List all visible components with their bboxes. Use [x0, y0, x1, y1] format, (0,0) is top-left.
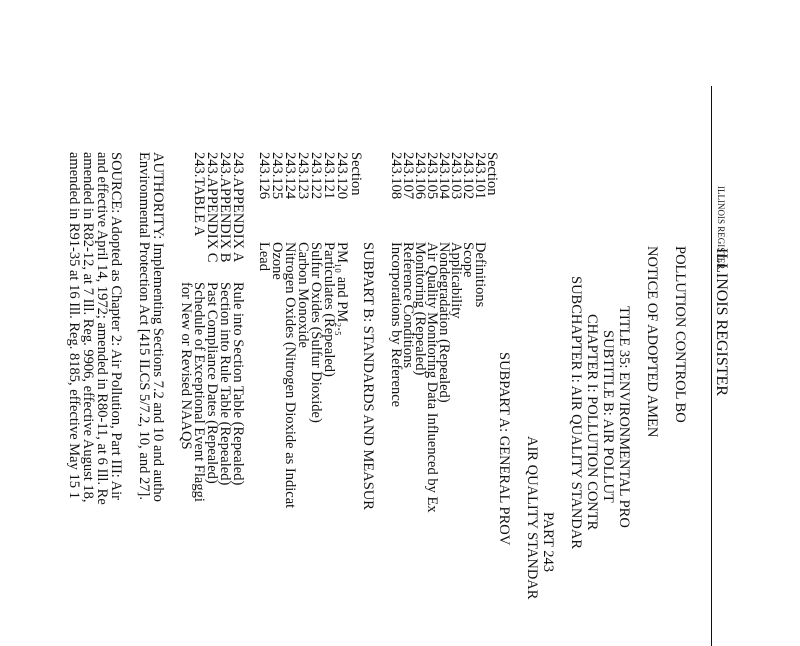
section-title: Carbon Monoxide: [295, 242, 311, 348]
section-title: Applicability: [448, 242, 464, 319]
section-num: 243.104: [436, 152, 452, 200]
section-num: 243.108: [388, 152, 404, 200]
section-num: 243.123: [295, 152, 311, 200]
appendix-num: 243.APPENDIX A: [230, 152, 246, 263]
subpart-b-heading: SUBPART B: STANDARDS AND MEASUR: [360, 242, 376, 510]
appendix-title: Section into Rule Table (Repealed): [217, 282, 233, 486]
section-title: Reference Conditions: [400, 242, 416, 369]
section-title: Nondegradation (Repealed): [436, 242, 452, 403]
chapter-line: CHAPTER I: POLLUTION CONTR: [584, 314, 600, 531]
source-line: amended in R91-35 at 16 Ill. Reg. 8185, effective May 15 1: [66, 152, 82, 499]
part-name: AIR QUALITY STANDAR: [524, 436, 540, 600]
section-title: Lead: [256, 242, 272, 271]
title-line: TITLE 35: ENVIRONMENTAL PRO: [616, 306, 632, 528]
section-num: 243.107: [400, 152, 416, 200]
section-title: Particulates (Repealed): [321, 242, 337, 377]
section-title: Air Quality Monitoring Data Influenced by Ex: [424, 242, 440, 513]
board-name: POLLUTION CONTROL BO: [672, 246, 688, 423]
section-num: 243.103: [448, 152, 464, 200]
section-num: 243.102: [460, 152, 476, 200]
section-title: Definitions: [472, 242, 488, 308]
appendix-num: 243.TABLE A: [191, 152, 207, 237]
section-title: Nitrogen Oxides (Nitrogen Dioxide as Indicat: [282, 242, 298, 509]
subpart-a-heading: SUBPART A: GENERAL PROV: [496, 352, 512, 546]
section-label-a: Section: [484, 152, 500, 196]
notice-line: NOTICE OF ADOPTED AMEN: [644, 246, 660, 438]
appendix-title: Past Compliance Dates (Repealed): [204, 282, 220, 484]
section-num: 243.101: [472, 152, 488, 200]
appendix-num: 243.APPENDIX C: [204, 152, 220, 263]
section-label-b: Section: [348, 152, 364, 196]
section-num: 243.126: [256, 152, 272, 200]
section-num: 243.124: [282, 152, 298, 200]
section-title: Incorporations by Reference: [388, 242, 404, 408]
section-num: 243.106: [412, 152, 428, 200]
section-num: 243.125: [269, 152, 285, 200]
section-title: Monitoring (Repealed): [412, 242, 428, 376]
header-small-text: ILLINOIS REGISTER: [716, 186, 726, 270]
appendix-title: Schedule of Exceptional Event Flaggi: [191, 282, 207, 502]
source-line: SOURCE: Adopted as Chapter 2: Air Pollution, Part III: Air: [108, 152, 124, 500]
section-num: 243.122: [308, 152, 324, 200]
part-number: PART 243: [540, 512, 556, 572]
section-title: Ozone: [269, 242, 285, 280]
section-num: 243.121: [321, 152, 337, 200]
subtitle-line: SUBTITLE B: AIR POLLUT: [600, 330, 616, 503]
header-rule: [711, 86, 712, 646]
appendix-num: 243.APPENDIX B: [217, 152, 233, 263]
source-line: and effective April 14, 1972; amended in R80-11, at 6 Ill. Re: [94, 152, 110, 505]
subchapter-line: SUBCHAPTER I: AIR QUALITY STANDAR: [568, 276, 584, 550]
section-title: Sulfur Oxides (Sulfur Dioxide): [308, 242, 324, 423]
appendix-title: Rule into Section Table (Repealed): [230, 282, 246, 486]
authority-line: Environmental Protection Act [415 ILCS 5/7.2, 10, and 27].: [136, 152, 152, 500]
source-line: amended in R82-12, at 7 Ill. Reg. 9906, effective August 18,: [80, 152, 96, 503]
section-num: 243.105: [424, 152, 440, 200]
section-title: PM₁₀ and PM₂.₅: [334, 242, 350, 336]
section-num: 243.120: [334, 152, 350, 200]
section-title: Scope: [460, 242, 476, 278]
appendix-title: for New or Revised NAAQS: [178, 282, 194, 450]
header-title: ILLINOIS REGISTER: [713, 248, 730, 396]
authority-line: AUTHORITY: Implementing Sections 7.2 and 10 and autho: [150, 152, 166, 502]
